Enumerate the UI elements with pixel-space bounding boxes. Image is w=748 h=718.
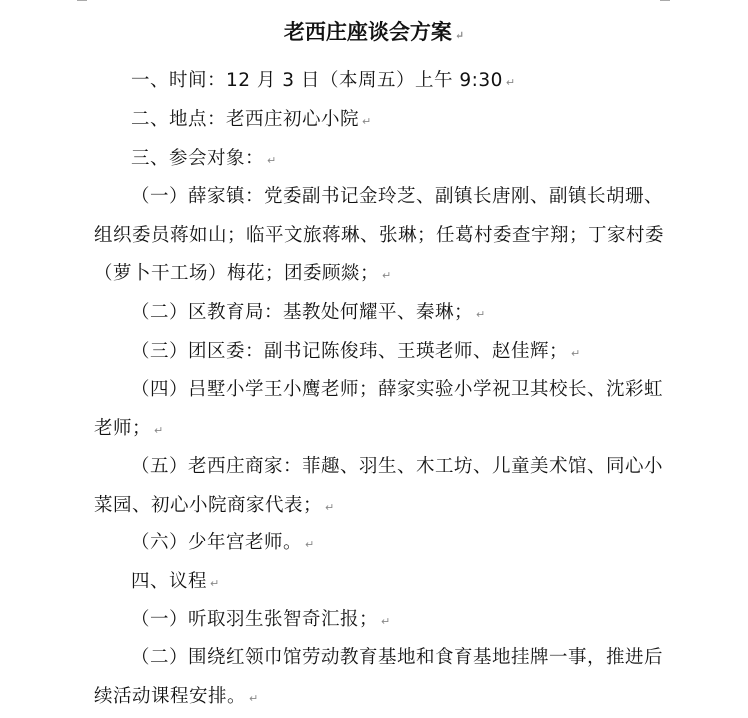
page-corner-mark-left	[77, 0, 87, 1]
paragraph-schools	[94, 371, 668, 450]
paragraph-mark-icon: ↵	[381, 615, 391, 628]
paragraph-text: （五）老西庄商家：菲趣、羽生、木工坊、儿童美术馆、同心小菜园、初心小院商家代表；	[94, 456, 664, 516]
paragraph-mark-icon: ↵	[571, 347, 581, 360]
paragraph-text: （二）区教育局：基教处何耀平、秦琳；	[131, 302, 474, 323]
document-title-text: 老西庄座谈会方案	[283, 19, 452, 44]
paragraph-time	[94, 62, 668, 103]
paragraph-mark-icon: ↵	[305, 538, 315, 551]
paragraph-xuejia-town	[94, 178, 668, 296]
paragraph-text: 二、地点：老西庄初心小院	[131, 109, 360, 130]
paragraph-mark-icon: ↵	[249, 691, 259, 705]
paragraph-mark-icon: ↵	[154, 423, 164, 437]
paragraph-mark-icon: ↵	[325, 500, 335, 514]
paragraph-mark-icon: ↵	[454, 29, 465, 42]
paragraph-location	[94, 101, 668, 142]
page-corner-mark-right	[660, 0, 670, 1]
document-title	[0, 14, 748, 54]
paragraph-mark-icon: ↵	[382, 269, 392, 282]
paragraph-text: （一）听取羽生张智奇汇报；	[131, 609, 379, 630]
paragraph-mark-icon: ↵	[505, 76, 516, 89]
paragraph-mark-icon: ↵	[267, 154, 277, 167]
paragraph-mark-icon: ↵	[476, 308, 486, 321]
paragraph-text: （一）薛家镇：党委副书记金玲芝、副镇长唐刚、副镇长胡珊、组织委员蒋如山；临平文旅蒋琳、张琳；任葛村委查宇翔；丁家村委（萝卜干工场）梅花；团委顾燚；	[94, 186, 665, 284]
paragraph-mark-icon: ↵	[210, 577, 220, 590]
paragraph-text: 四、议程	[131, 571, 208, 592]
paragraph-youth-palace	[94, 524, 668, 565]
paragraph-mark-icon: ↵	[362, 115, 372, 128]
paragraph-youth-league	[94, 333, 668, 374]
paragraph-merchants	[94, 448, 668, 527]
paragraph-agenda-heading	[94, 563, 668, 604]
paragraph-text: 一、时间：12 月 3 日（本周五）上午 9:30	[131, 70, 503, 91]
paragraph-education-bureau	[94, 294, 668, 335]
paragraph-text: 三、参会对象：	[131, 148, 265, 169]
paragraph-agenda-item-1	[94, 601, 668, 642]
paragraph-text: （二）围绕红领巾馆劳动教育基地和食育基地挂牌一事，推进后续活动课程安排。	[94, 647, 664, 707]
paragraph-text: （三）团区委：副书记陈俊玮、王瑛老师、赵佳辉；	[131, 341, 569, 362]
paragraph-text: （四）吕墅小学王小鹰老师；薛家实验小学祝卫其校长、沈彩虹老师；	[94, 379, 664, 439]
paragraph-attendees-heading	[94, 140, 668, 181]
paragraph-text: （六）少年宫老师。	[131, 532, 303, 553]
paragraph-agenda-item-2	[94, 639, 668, 718]
